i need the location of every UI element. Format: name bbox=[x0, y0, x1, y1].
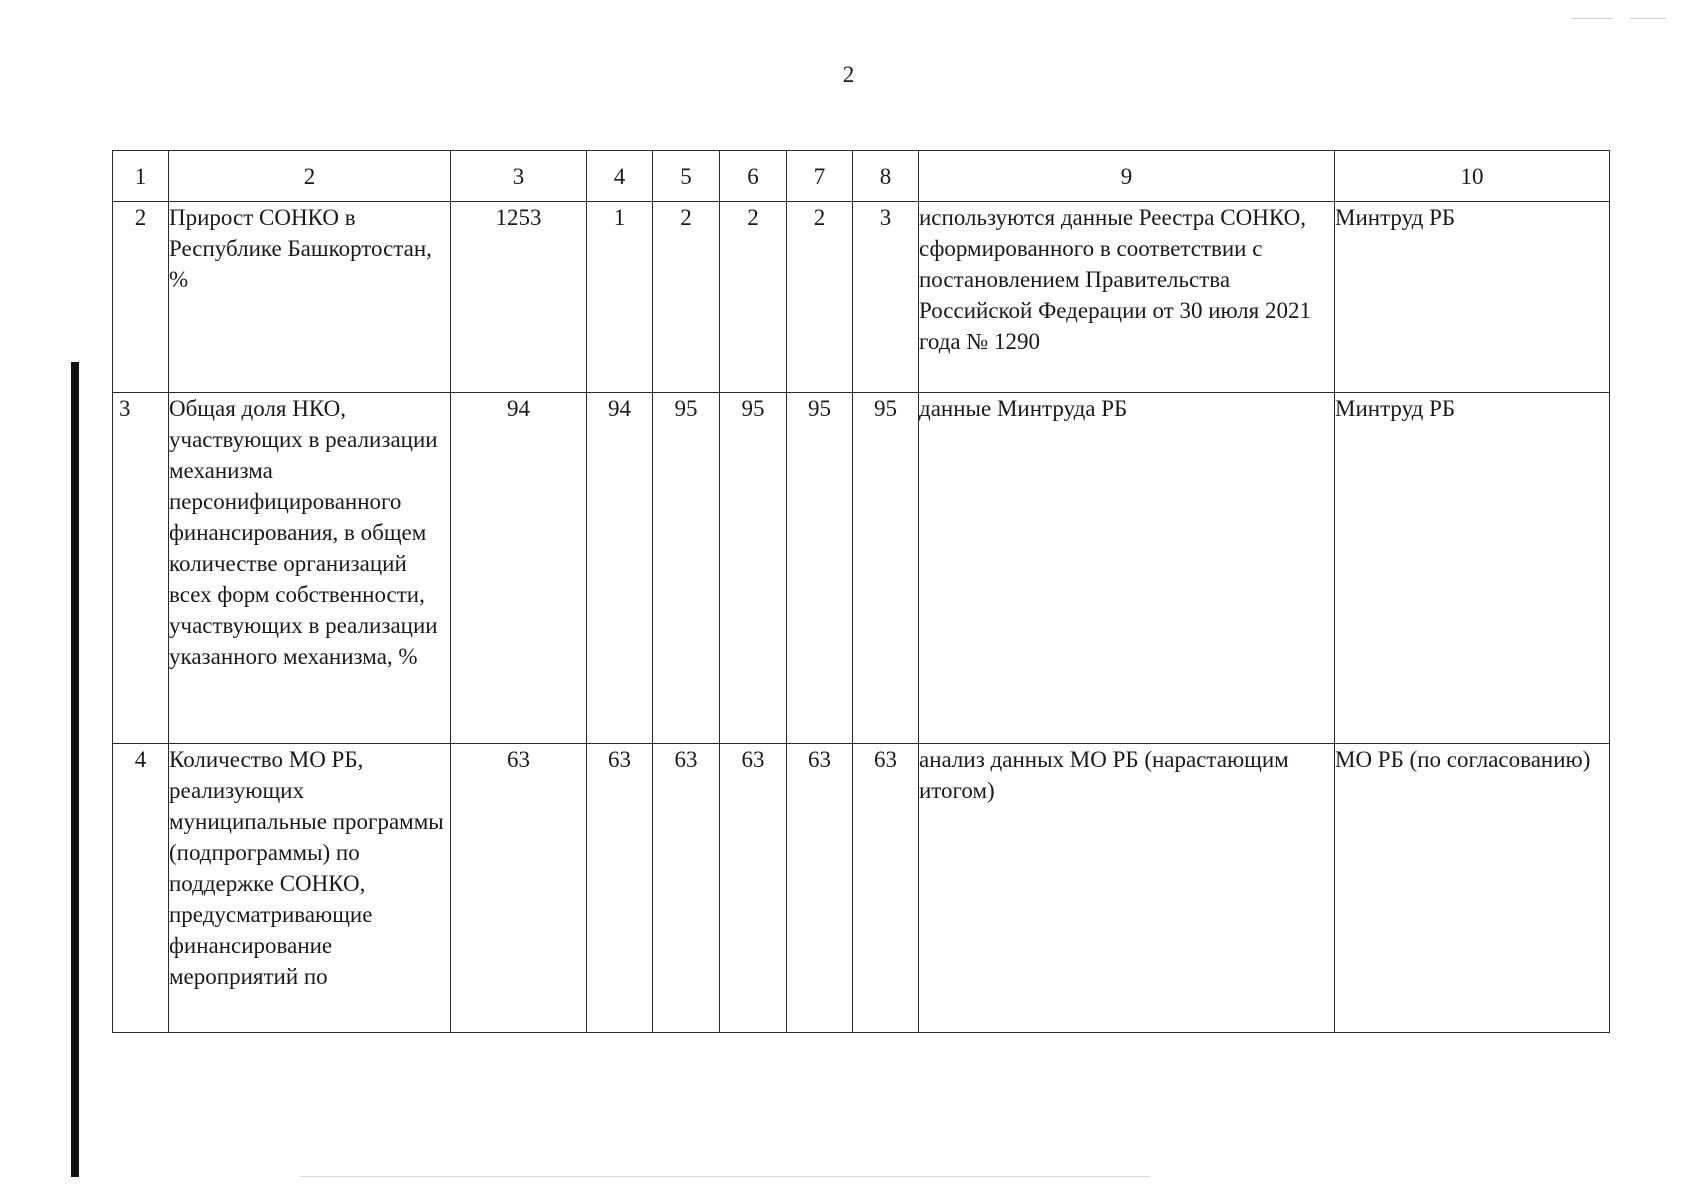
base-value: 1253 bbox=[451, 202, 587, 393]
year-value: 63 bbox=[787, 744, 853, 1033]
data-source: данные Минтруда РБ bbox=[919, 393, 1335, 744]
year-value: 2 bbox=[653, 202, 720, 393]
year-value: 95 bbox=[653, 393, 720, 744]
data-source: используются данные Реестра СОНКО, сформированного в соответствии с постановлением Правительства Российской Федерации от 30 июля 2021 года № 1290 bbox=[919, 202, 1335, 393]
table-row bbox=[113, 393, 1610, 744]
data-source: анализ данных МО РБ (нарастающим итогом) bbox=[919, 744, 1335, 1033]
year-value: 3 bbox=[853, 202, 919, 393]
indicator-name: Общая доля НКО, участвующих в реализации механизма персонифицированного финансирования, в общем количестве организаций всех форм собственности, участвующих в реализации указанного механизма, % bbox=[169, 393, 451, 744]
year-value: 63 bbox=[653, 744, 720, 1033]
scan-artifact-top-1 bbox=[1572, 18, 1612, 19]
header-cell-10: 10 bbox=[1335, 151, 1610, 202]
scan-artifact-bottom bbox=[300, 1176, 1150, 1177]
indicator-name: Количество МО РБ, реализующих муниципальные программы (подпрограммы) по поддержке СОНКО, предусматривающие финансирование мероприятий по bbox=[169, 744, 451, 1033]
indicator-name: Прирост СОНКО в Республике Башкортостан, % bbox=[169, 202, 451, 393]
scan-artifact-top-2 bbox=[1630, 18, 1666, 19]
header-cell-4: 4 bbox=[587, 151, 653, 202]
year-value: 2 bbox=[720, 202, 787, 393]
page-number: 2 bbox=[842, 62, 855, 87]
header-cell-9: 9 bbox=[919, 151, 1335, 202]
row-index: 3 bbox=[113, 393, 169, 744]
year-value: 95 bbox=[853, 393, 919, 744]
year-value: 95 bbox=[720, 393, 787, 744]
table-row bbox=[113, 202, 1610, 393]
responsible-body: Минтруд РБ bbox=[1335, 202, 1610, 393]
year-value: 2 bbox=[787, 202, 853, 393]
year-value: 63 bbox=[853, 744, 919, 1033]
header-cell-5: 5 bbox=[653, 151, 720, 202]
responsible-body: МО РБ (по согласованию) bbox=[1335, 744, 1610, 1033]
header-cell-7: 7 bbox=[787, 151, 853, 202]
indicators-table bbox=[112, 150, 1610, 1033]
scan-edge-bar bbox=[71, 362, 79, 1177]
header-cell-6: 6 bbox=[720, 151, 787, 202]
row-index: 4 bbox=[113, 744, 169, 1033]
year-value: 63 bbox=[587, 744, 653, 1033]
year-value: 63 bbox=[720, 744, 787, 1033]
header-cell-2: 2 bbox=[169, 151, 451, 202]
year-value: 95 bbox=[787, 393, 853, 744]
header-cell-8: 8 bbox=[853, 151, 919, 202]
responsible-body: Минтруд РБ bbox=[1335, 393, 1610, 744]
row-index: 2 bbox=[113, 202, 169, 393]
base-value: 94 bbox=[451, 393, 587, 744]
header-row bbox=[113, 151, 1610, 202]
year-value: 1 bbox=[587, 202, 653, 393]
header-cell-3: 3 bbox=[451, 151, 587, 202]
header-cell-1: 1 bbox=[113, 151, 169, 202]
table-row bbox=[113, 744, 1610, 1033]
base-value: 63 bbox=[451, 744, 587, 1033]
year-value: 94 bbox=[587, 393, 653, 744]
